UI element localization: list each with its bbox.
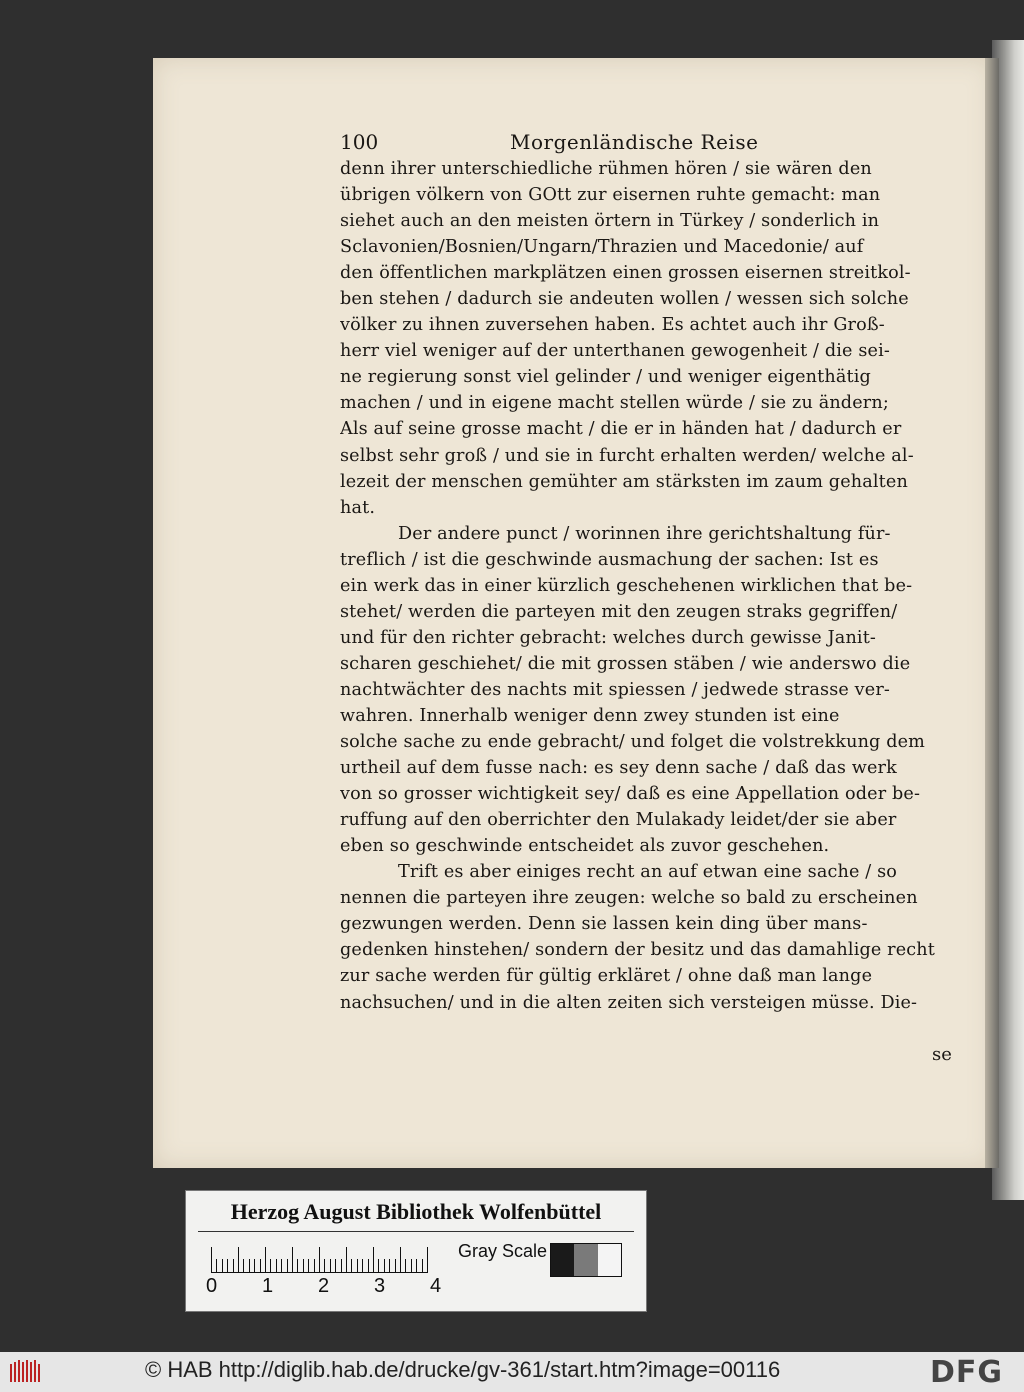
text-line: selbst sehr groß / und sie in furcht erhalten werden/ welche al- <box>340 445 914 466</box>
text-line: übrigen völkern von GOtt zur eisernen ruhte gemacht: man <box>340 185 881 206</box>
scale-ruler <box>211 1243 426 1273</box>
ruler-tick <box>357 1259 358 1273</box>
text-line: eben so geschwinde entscheidet als zuvor geschehen. <box>340 836 830 857</box>
text-line: und für den richter gebracht: welches durch gewisse Janit- <box>340 627 877 648</box>
text-line: herr viel weniger auf der unterthanen gewogenheit / die sei- <box>340 341 890 362</box>
text-line: lezeit der menschen gemühter am stärksten im zaum gehalten <box>340 471 908 492</box>
ruler-tick <box>373 1247 374 1273</box>
text-line: ben stehen / dadurch sie andeuten wollen / wessen sich solche <box>340 289 909 310</box>
ruler-tick <box>308 1259 309 1273</box>
text-line: wahren. Innerhalb weniger denn zwey stunden ist eine <box>340 705 840 726</box>
ruler-tick <box>341 1259 342 1273</box>
ruler-number: 0 <box>206 1275 218 1297</box>
ruler-tick <box>335 1259 336 1273</box>
text-line: machen / und in eigene macht stellen würde / sie zu ändern; <box>340 393 889 414</box>
text-line: völker zu ihnen zuversehen haben. Es achtet auch ihr Groß- <box>340 315 885 336</box>
ruler-tick <box>378 1259 379 1273</box>
gray-scale-label: Gray Scale <box>458 1241 548 1261</box>
gray-swatch <box>574 1244 597 1276</box>
text-line: siehet auch an den meisten örtern in Türkey / sonderlich in <box>340 211 880 232</box>
ruler-tick <box>276 1259 277 1273</box>
gray-scale-swatches <box>550 1243 622 1277</box>
catchword: se <box>932 1044 952 1065</box>
text-line: Sclavonien/Bosnien/Ungarn/Thrazien und Macedonie/ auf <box>340 237 864 258</box>
ruler-tick <box>427 1247 428 1273</box>
ruler-tick <box>222 1259 223 1273</box>
ruler-tick <box>362 1259 363 1273</box>
text-line: solche sache zu ende gebracht/ und folget die volstrekkung dem <box>340 732 926 753</box>
ruler-number: 3 <box>374 1275 386 1297</box>
text-line: nennen die parteyen ihre zeugen: welche so bald zu erscheinen <box>340 888 918 909</box>
ruler-tick <box>416 1259 417 1273</box>
text-line: nachtwächter des nachts mit spiessen / jedwede strasse ver- <box>340 679 890 700</box>
ruler-tick <box>405 1259 406 1273</box>
ruler-tick <box>249 1259 250 1273</box>
library-color-card <box>185 1190 647 1312</box>
ruler-tick <box>238 1247 239 1273</box>
ruler-tick <box>411 1259 412 1273</box>
page-text <box>340 130 960 1016</box>
ruler-tick <box>254 1259 255 1273</box>
text-line: gedenken hinstehen/ sondern der besitz und das damahlige recht <box>340 940 936 961</box>
ruler-number: 4 <box>430 1275 442 1297</box>
ruler-tick <box>422 1259 423 1273</box>
text-line: nachsuchen/ und in die alten zeiten sich versteigen müsse. Die- <box>340 992 918 1013</box>
ruler-tick <box>395 1259 396 1273</box>
ruler-tick <box>400 1247 401 1273</box>
ruler-tick <box>303 1259 304 1273</box>
running-title: Morgenländische Reise <box>510 130 759 154</box>
ruler-tick <box>297 1259 298 1273</box>
text-line: scharen geschiehet/ die mit grossen stäben / wie anderswo die <box>340 653 911 674</box>
text-line: treflich / ist die geschwinde ausmachung der sachen: Ist es <box>340 549 879 570</box>
hab-logo-icon <box>8 1358 44 1386</box>
text-line: Der andere punct / worinnen ihre gerichtshaltung für- <box>398 523 891 544</box>
text-line: ruffung auf den oberrichter den Mulakady leidet/der sie aber <box>340 810 897 831</box>
ruler-tick <box>330 1259 331 1273</box>
text-line: von so grosser wichtigkeit sey/ daß es eine Appellation oder be- <box>340 784 921 805</box>
text-line: stehet/ werden die parteyen mit den zeugen straks gegriffen/ <box>340 601 898 622</box>
text-line: Als auf seine grosse macht / die er in händen hat / dadurch er <box>340 419 902 440</box>
text-line: denn ihrer unterschiedliche rühmen hören / sie wären den <box>340 159 872 179</box>
text-line: ein werk das in einer kürzlich geschehenen wirklichen that be- <box>340 575 913 596</box>
copyright-link[interactable]: © HAB http://diglib.hab.de/drucke/gv-361/start.htm?image=00116 <box>145 1357 781 1382</box>
ruler-number: 2 <box>318 1275 330 1297</box>
ruler-tick <box>314 1259 315 1273</box>
ruler-tick <box>211 1247 212 1273</box>
ruler-tick <box>351 1259 352 1273</box>
ruler-tick <box>260 1259 261 1273</box>
text-line: gezwungen werden. Denn sie lassen kein ding über mans- <box>340 914 868 935</box>
ruler-tick <box>233 1259 234 1273</box>
ruler-tick <box>270 1259 271 1273</box>
ruler-tick <box>324 1259 325 1273</box>
page-gutter <box>985 58 999 1168</box>
ruler-tick <box>243 1259 244 1273</box>
ruler-tick <box>319 1247 320 1273</box>
ruler-number: 1 <box>262 1275 274 1297</box>
ruler-tick <box>292 1247 293 1273</box>
card-divider <box>198 1231 634 1232</box>
dfg-logo: DFG <box>930 1355 1004 1390</box>
ruler-tick <box>384 1259 385 1273</box>
text-line: zur sache werden für gültig erkläret / ohne daß man lange <box>340 966 873 987</box>
text-line: Trift es aber einiges recht an auf etwan eine sache / so <box>398 862 898 883</box>
text-line: den öffentlichen markplätzen einen grossen eisernen streitkol- <box>340 263 911 284</box>
ruler-tick <box>287 1259 288 1273</box>
footer-bar <box>0 1352 1024 1392</box>
gray-swatch <box>598 1244 621 1276</box>
library-name: Herzog August Bibliothek Wolfenbüttel <box>230 1199 602 1224</box>
ruler-tick <box>265 1247 266 1273</box>
page-number: 100 <box>340 130 379 154</box>
ruler-tick <box>227 1259 228 1273</box>
page-header <box>340 130 960 156</box>
ruler-tick <box>281 1259 282 1273</box>
ruler-tick <box>216 1259 217 1273</box>
text-line: ne regierung sonst viel gelinder / und weniger eigenthätig <box>340 367 871 388</box>
ruler-tick <box>346 1247 347 1273</box>
gray-swatch <box>551 1244 574 1276</box>
text-lines <box>340 156 960 1016</box>
text-line: urtheil auf dem fusse nach: es sey denn sache / daß das werk <box>340 758 897 779</box>
ruler-tick <box>389 1259 390 1273</box>
text-line: hat. <box>340 497 376 518</box>
ruler-tick <box>368 1259 369 1273</box>
